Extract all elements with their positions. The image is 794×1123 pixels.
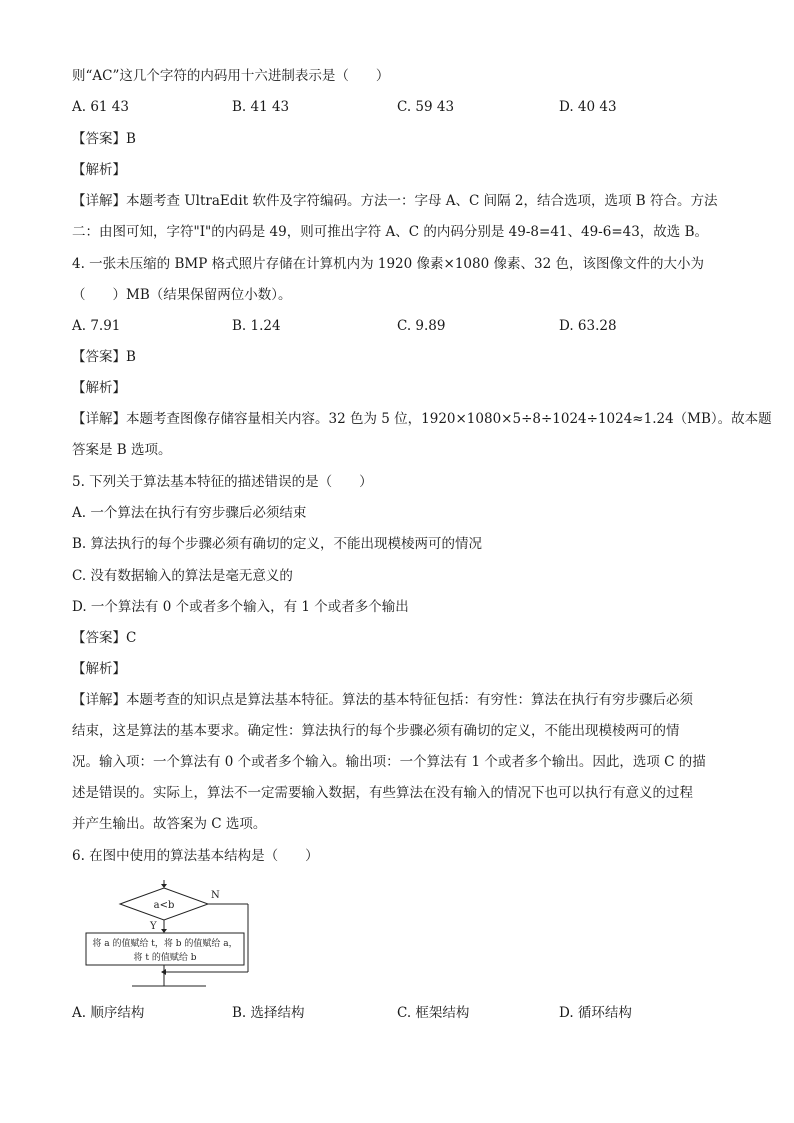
yes-label: Y [150,921,157,932]
q6-stem: 6. 在图中使用的算法基本结构是（ ） [72,848,319,864]
q3-option-c: C. 59 43 [397,99,455,115]
q3-option-a: A. 61 43 [72,99,129,115]
flowchart-diagram [82,880,262,990]
yes-branch-arrowhead [161,929,167,933]
process-text-line2: 将 t 的值赋给 b [133,953,197,963]
no-label: N [211,890,220,901]
q4-answer: 【答案】B [72,349,136,365]
q4-detail-line: 答案是 B 选项。 [72,442,172,458]
flowchart [82,880,262,994]
q4-options [72,316,672,336]
q5-option-a: A. 一个算法在执行有穷步骤后必须结束 [72,505,307,521]
q3-detail [72,186,722,248]
q4-stem-line: 4. 一张未压缩的 BMP 格式照片存储在计算机内为 1920 像素×1080 像素、32 色，该图像文件的大小为 [72,256,704,272]
q6-option-d: D. 循环结构 [559,1005,632,1021]
q3-detail-line: 【详解】本题考查 UltraEdit 软件及字符编码。方法一：字母 A、C 间隔 2，结合选项，选项 B 符合。方法 [72,193,718,209]
q6-option-c: C. 框架结构 [397,1005,470,1021]
decision-condition: a<b [153,900,175,911]
q4-detail [72,404,772,466]
q4-option-a: A. 7.91 [72,318,121,334]
q4-option-d: D. 63.28 [559,318,617,334]
q5-answer: 【答案】C [72,630,137,646]
q5-option-b: B. 算法执行的每个步骤必须有确切的定义，不能出现模棱两可的情况 [72,536,483,552]
process-text-line1: 将 a 的值赋给 t，将 b 的值赋给 a， [92,939,238,949]
q5-stem: 5. 下列关于算法基本特征的描述错误的是（ ） [72,474,373,490]
q3-stem: 则“AC”这几个字符的内码用十六进制表示是（ ） [72,68,390,84]
q3-option-d: D. 40 43 [559,99,617,115]
q3-option-b: B. 41 43 [232,99,290,115]
q5-detail [72,685,722,840]
q3-analysis-label: 【解析】 [72,162,126,178]
q5-analysis-label: 【解析】 [72,661,126,677]
flow-entry-arrowhead [161,884,167,888]
q6-option-a: A. 顺序结构 [72,1005,145,1021]
q4-detail-line: 【详解】本题考查图像存储容量相关内容。32 色为 5 位，1920×1080×5÷8÷1024÷1024≈1.24（MB）。故本题 [72,411,772,427]
q5-detail-line: 述是错误的。实际上，算法不一定需要输入数据，有些算法在没有输入的情况下也可以执行有意义的过程 [72,785,693,801]
q4-option-c: C. 9.89 [397,318,446,334]
q3-detail-line: 二：由图可知，字符"I"的内码是 49，则可推出字符 A、C 的内码分别是 49-8=41、49-6=43，故选 B。 [72,224,709,240]
q6-option-b: B. 选择结构 [232,1005,305,1021]
q5-option-d: D. 一个算法有 0 个或者多个输入，有 1 个或者多个输出 [72,599,409,615]
q5-detail-line: 况。输入项：一个算法有 0 个或者多个输入。输出项：一个算法有 1 个或者多个输出。因此，选项 C 的描 [72,754,706,770]
q3-answer: 【答案】B [72,131,136,147]
q4-stem-line: （ ）MB（结果保留两位小数）。 [72,287,292,303]
q6-options [72,1003,672,1023]
q4-stem [72,249,722,311]
q3-options [72,97,672,117]
q5-detail-line: 结束，这是算法的基本要求。确定性：算法执行的每个步骤必须有确切的定义，不能出现模棱两可的情 [72,723,680,739]
q4-analysis-label: 【解析】 [72,380,126,396]
q5-detail-line: 【详解】本题考查的知识点是算法基本特征。算法的基本特征包括：有穷性：算法在执行有穷步骤后必须 [72,692,693,708]
q4-option-b: B. 1.24 [232,318,281,334]
q5-detail-line: 并产生输出。故答案为 C 选项。 [72,816,267,832]
q5-option-c: C. 没有数据输入的算法是毫无意义的 [72,568,293,584]
